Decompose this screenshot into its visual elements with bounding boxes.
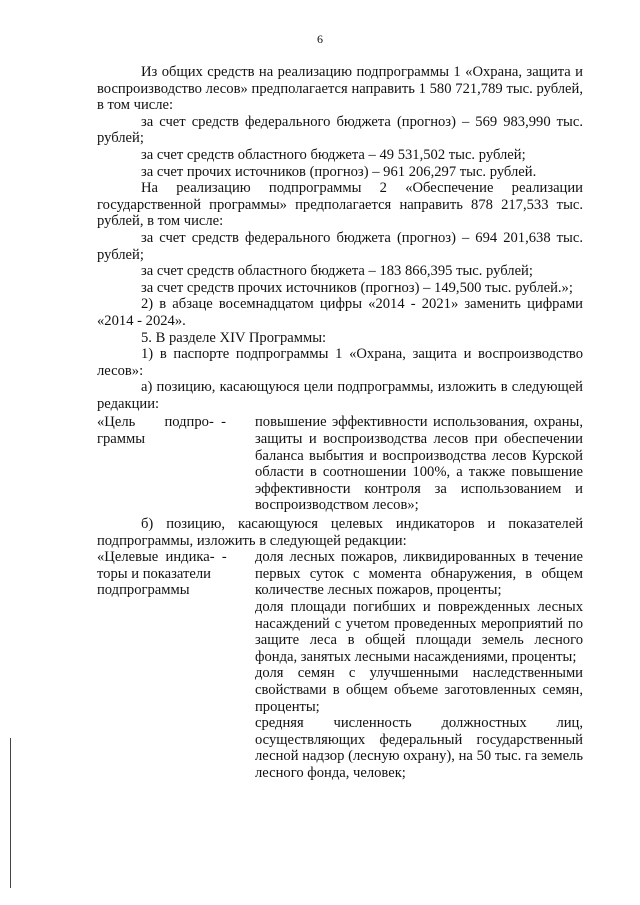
indicators-list	[255, 549, 583, 781]
paragraph: 5. В разделе XIV Программы:	[141, 329, 327, 346]
paragraph: б) позицию, касающуюся целевых индикаторов и показателей подпрограммы, изложить в следующей редакции:	[97, 516, 583, 549]
document-body	[97, 64, 583, 782]
paragraph: за счет средств федерального бюджета (прогноз) – 569 983,990 тыс. рублей;	[97, 113, 583, 147]
paragraph: 2) в абзаце восемнадцатом цифры «2014 - 2021» заменить цифрами «2014 - 2024».	[97, 296, 583, 329]
indicators-definition	[97, 549, 583, 781]
goal-definition	[97, 414, 583, 514]
goal-text-paragraph: повышение эффективности использования, охраны, защиты и воспроизводства лесов при обеспечении баланса выбытия и воспроизводства лесов Курской области в соотношении 100%, а также повышение эффективности контроля за использованием и воспроизводством лесов»;	[255, 414, 583, 514]
goal-text	[255, 414, 583, 514]
indicators-label: «Целевые индика- - торы и показатели подпрограммы	[97, 549, 227, 599]
paragraph: за счет средств федерального бюджета (прогноз) – 694 201,638 тыс. рублей;	[97, 229, 583, 263]
paragraph: за счет средств прочих источников (прогноз) – 149,500 тыс. рублей.»;	[141, 279, 573, 296]
paragraph: а) позицию, касающуюся цели подпрограммы, изложить в следующей редакции:	[97, 379, 583, 412]
paragraph: Из общих средств на реализацию подпрограммы 1 «Охрана, защита и воспроизводство лесов» предполагается направить 1 580 721,789 тыс. рублей, в том числе:	[97, 64, 583, 114]
paragraph: за счет прочих источников (прогноз) – 961 206,297 тыс. рублей.	[141, 163, 537, 180]
indicator-item: доля площади погибших и поврежденных лесных насаждений с учетом проведенных мероприятий по защите леса в общей площади земель лесного фонда, занятых лесными насаждениями, проценты;	[255, 599, 583, 665]
indicator-item: доля лесных пожаров, ликвидированных в течение первых суток с момента обнаружения, в общем количестве лесных пожаров, проценты;	[255, 549, 583, 599]
paragraph: На реализацию подпрограммы 2 «Обеспечение реализации государственной программы» предполагается направить 878 217,533 тыс. рублей, в том числе:	[97, 180, 583, 230]
indicator-item: средняя численность должностных лиц, осуществляющих федеральный государственный лесной надзор (лесную охрану), на 50 тыс. га земель лесного фонда, человек;	[255, 715, 583, 781]
paragraph: за счет средств областного бюджета – 49 531,502 тыс. рублей;	[141, 146, 526, 163]
indicator-item: доля семян с улучшенными наследственными свойствами в общем объеме заготовленных семян, проценты;	[255, 665, 583, 715]
page-number: 6	[317, 32, 323, 46]
goal-label: «Цель подпро- - граммы	[97, 414, 226, 448]
paragraph: 1) в паспорте подпрограммы 1 «Охрана, защита и воспроизводство лесов»:	[97, 346, 583, 379]
paragraph: за счет средств областного бюджета – 183 866,395 тыс. рублей;	[141, 263, 533, 280]
margin-line	[10, 738, 11, 888]
